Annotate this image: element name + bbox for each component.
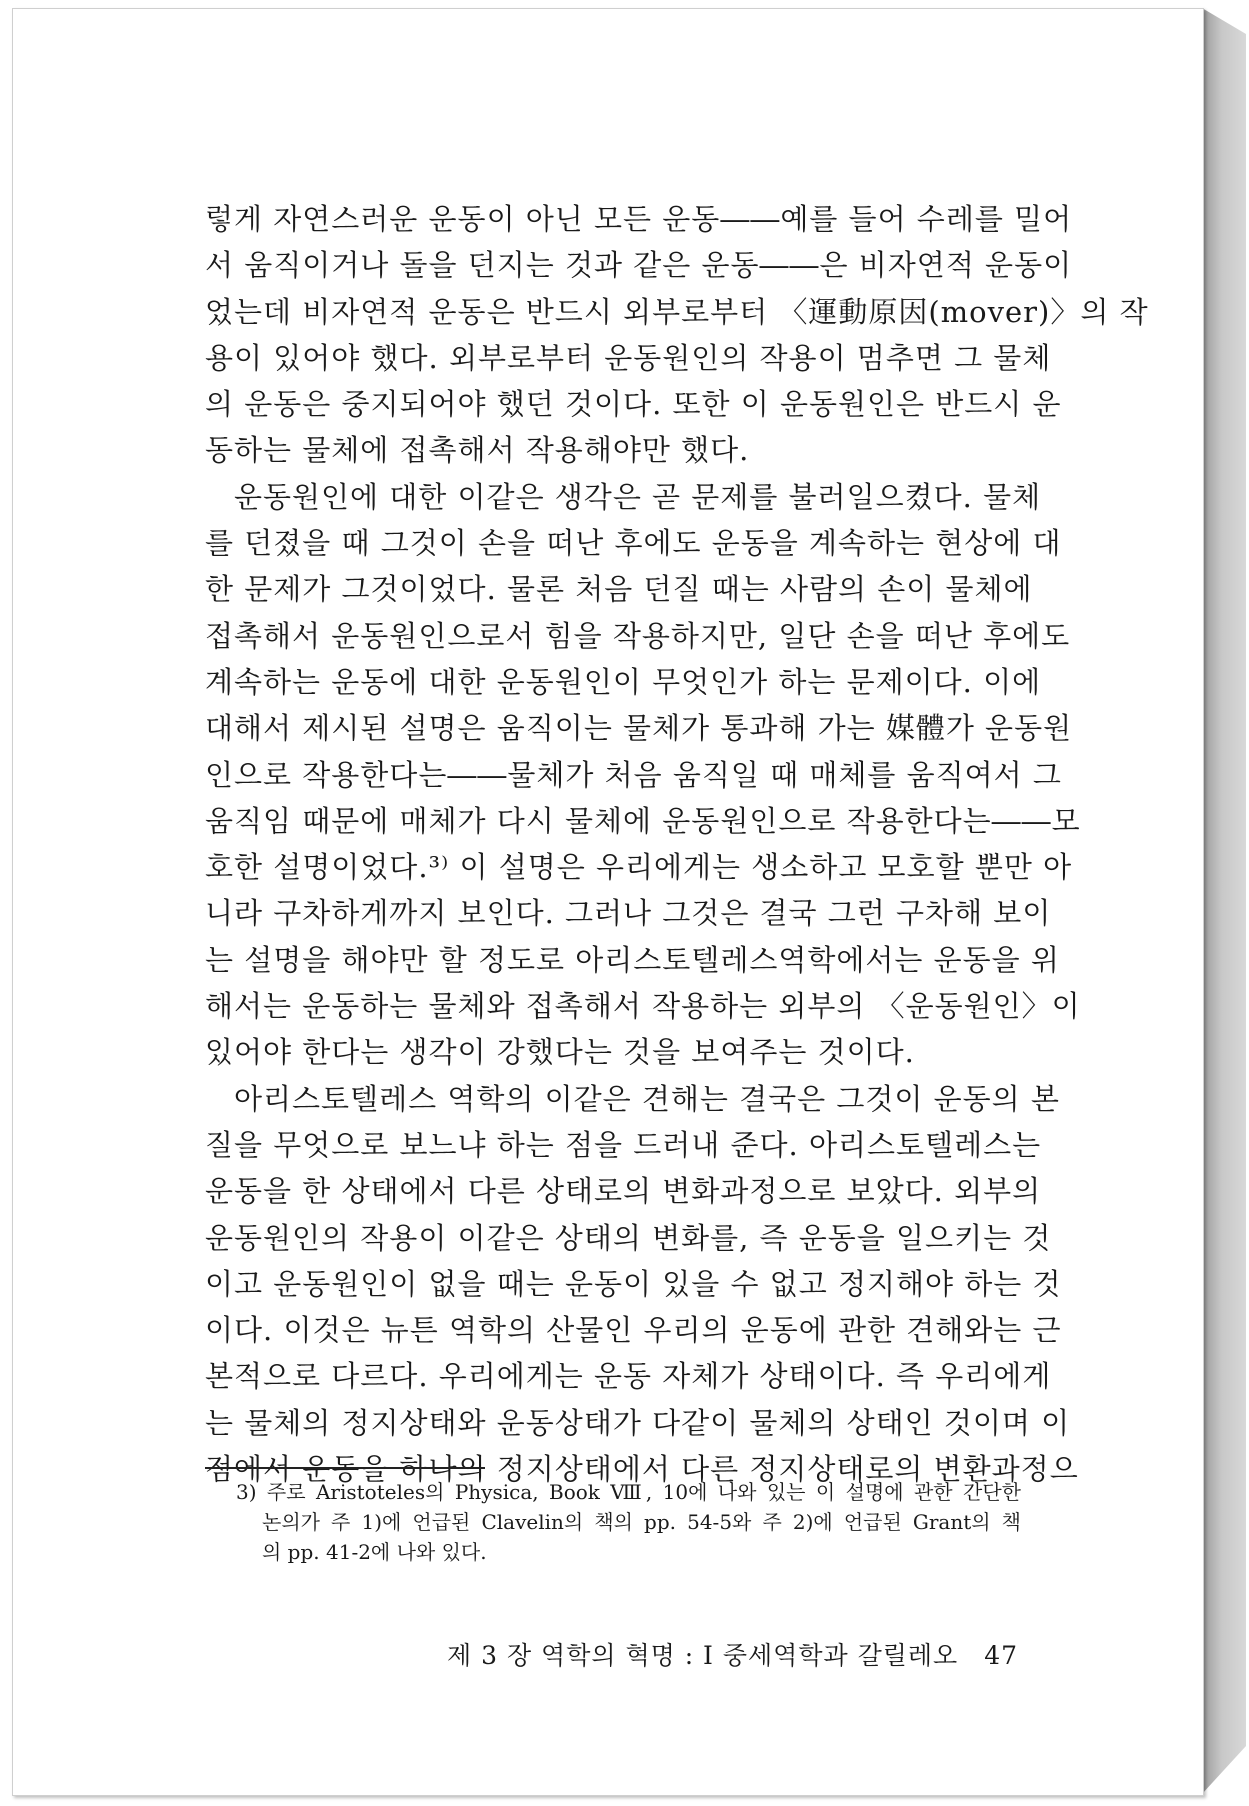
text-line: 해서는 운동하는 물체와 접촉해서 작용하는 외부의 〈운동원인〉이 (205, 989, 1081, 1024)
text-line: 는 물체의 정지상태와 운동상태가 다같이 물체의 상태인 것이며 이 (205, 1405, 1071, 1440)
text-line: 본적으로 다르다. 우리에게는 운동 자체가 상태이다. 즉 우리에게 (205, 1359, 1052, 1394)
text-line-with-footnote-ref: 호한 설명이었다.³⁾ 이 설명은 우리에게는 생소하고 모호할 뿐만 아 (205, 850, 1073, 885)
footnote (236, 1477, 1021, 1567)
running-footer (440, 1636, 1018, 1676)
footnote-line: 의 pp. 41-2에 나와 있다. (262, 1540, 487, 1564)
text-line: 이고 운동원인이 없을 때는 운동이 있을 수 없고 정지해야 하는 것 (205, 1266, 1062, 1301)
text-line: 있어야 한다는 생각이 강했다는 것을 보여주는 것이다. (205, 1035, 915, 1070)
text-line: 를 던졌을 때 그것이 손을 떠난 후에도 운동을 계속하는 현상에 대 (205, 526, 1062, 561)
footnote-divider (205, 1467, 485, 1469)
footnote-line: 3) 주로 Aristoteles의 Physica, Book Ⅷ, 10에 나와 있는 이 설명에 관한 간단한 (236, 1480, 1021, 1504)
text-line: 는 설명을 해야만 할 정도로 아리스토텔레스역학에서는 운동을 위 (205, 942, 1060, 977)
text-line: 동하는 물체에 접촉해서 작용해야만 했다. (205, 433, 750, 468)
paragraph-start-line: 아리스토텔레스 역학의 이같은 견해는 결국은 그것이 운동의 본 (234, 1081, 1060, 1116)
text-line: 서 움직이거나 돌을 던지는 것과 같은 운동――은 비자연적 운동이 (205, 248, 1073, 283)
text-line: 움직임 때문에 매체가 다시 물체에 운동원인으로 작용한다는――모 (205, 803, 1081, 838)
footnote-line: 논의가 주 1)에 언급된 Clavelin의 책의 pp. 54-5와 주 2)에 언급된 Grant의 책 (262, 1510, 1021, 1534)
text-line: 운동원인의 작용이 이같은 상태의 변화를, 즉 운동을 일으키는 것 (205, 1220, 1052, 1255)
text-line: 용이 있어야 했다. 외부로부터 운동원인의 작용이 멈추면 그 물체 (205, 340, 1052, 375)
text-line: 한 문제가 그것이었다. 물론 처음 던질 때는 사람의 손이 물체에 (205, 572, 1033, 607)
text-line: 계속하는 운동에 대한 운동원인이 무엇인가 하는 문제이다. 이에 (205, 664, 1042, 699)
text-line: 었는데 비자연적 운동은 반드시 외부로부터 〈運動原因(mover)〉의 작 (205, 294, 1149, 329)
text-line: 대해서 제시된 설명은 움직이는 물체가 통과해 가는 媒體가 운동원 (205, 711, 1073, 746)
text-line: 니라 구차하게까지 보인다. 그러나 그것은 결국 그런 구차해 보이 (205, 896, 1052, 931)
text-line: 이다. 이것은 뉴튼 역학의 산물인 우리의 운동에 관한 견해와는 근 (205, 1313, 1062, 1348)
text-line: 의 운동은 중지되어야 했던 것이다. 또한 이 운동원인은 반드시 운 (205, 387, 1062, 422)
text-line: 렇게 자연스러운 운동이 아닌 모든 운동――예를 들어 수레를 밀어 (205, 202, 1073, 236)
paragraph-start-line: 운동원인에 대한 이같은 생각은 곧 문제를 불러일으켰다. 물체 (234, 479, 1042, 514)
chapter-title: 제 3 장 역학의 혁명 : I 중세역학과 갈릴레오 (447, 1641, 959, 1670)
page-stack-edge (1202, 8, 1246, 1794)
text-line: 접촉해서 운동원인으로서 힘을 작용하지만, 일단 손을 떠난 후에도 (205, 618, 1071, 653)
text-line: 점에서 운동을 하나의 정지상태에서 다른 정지상태로의 변환과정으 (205, 1452, 1079, 1487)
text-line: 인으로 작용한다는――물체가 처음 움직일 때 매체를 움직여서 그 (205, 757, 1062, 792)
page-number: 47 (984, 1641, 1018, 1670)
text-line: 질을 무엇으로 보느냐 하는 점을 드러내 준다. 아리스토텔레스는 (205, 1127, 1042, 1162)
text-line: 운동을 한 상태에서 다른 상태로의 변화과정으로 보았다. 외부의 (205, 1174, 1042, 1209)
